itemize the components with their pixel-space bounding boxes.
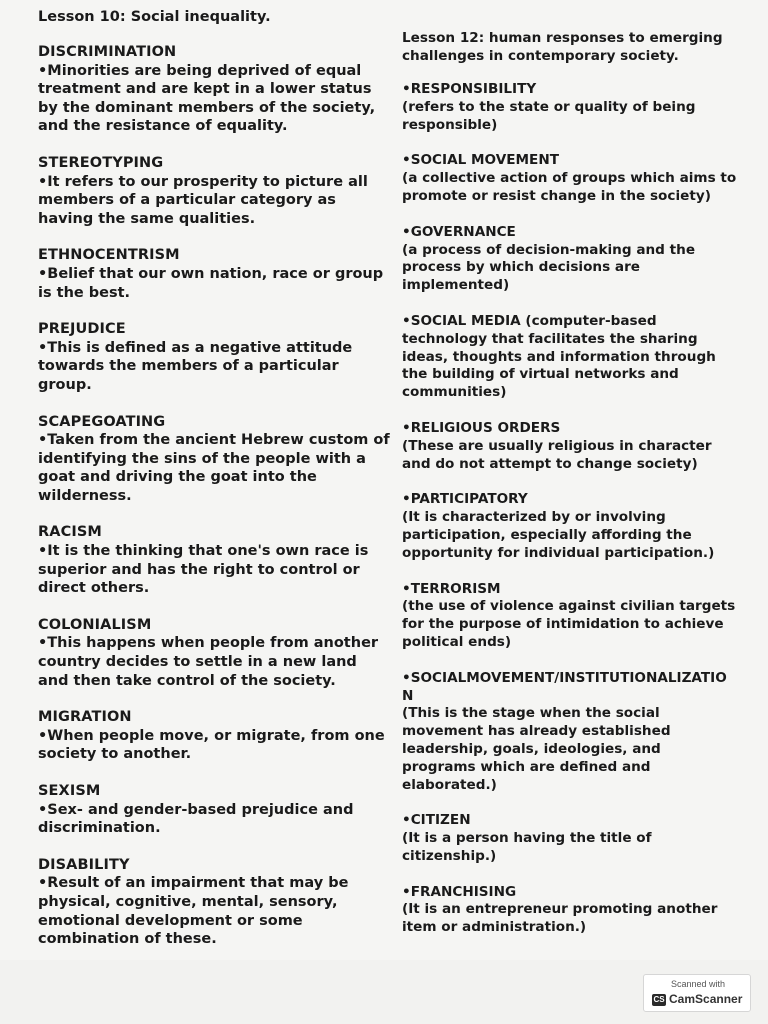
def-migration: •When people move, or migrate, from one society to another. (38, 727, 385, 763)
term-colonialism: COLONIALISM (38, 616, 152, 633)
def-participatory: (It is characterized by or involving participation, especially affording the opportunity for individual participation.) (402, 509, 715, 561)
def-religious-orders: (These are usually religious in character and do not attempt to change society) (402, 437, 712, 472)
term-religious-orders: •RELIGIOUS ORDERS (402, 419, 561, 436)
lesson-12-title: Lesson 12: human responses to emerging challenges in contemporary society. (402, 30, 723, 64)
def-prejudice: •This is defined as a negative attitude towards the members of a particular group. (38, 339, 353, 393)
def-social-media: •SOCIAL MEDIA (computer-based technology that facilitates the sharing ideas, thoughts and information through the building of virtual networks and communities) (402, 312, 716, 401)
def-responsibility: (refers to the state or quality of being responsible) (402, 98, 696, 133)
def-social-movement: (a collective action of groups which aims to promote or resist change in the society) (402, 170, 737, 204)
def-disability: •Result of an impairment that may be physical, cognitive, mental, sensory, emotional development or some combination of these. (38, 875, 349, 948)
term-stereotyping: STEREOTYPING (38, 154, 164, 171)
term-social-movement: •SOCIAL MOVEMENT (402, 152, 559, 169)
def-scapegoating: •Taken from the ancient Hebrew custom of identifying the sins of the people with a goat and driving the goat into the wilderness. (38, 432, 390, 504)
def-stereotyping: •It refers to our prosperity to picture all members of a particular category as having the same qualities. (38, 173, 368, 227)
lesson-12-column (402, 30, 738, 937)
def-discrimination: •Minorities are being deprived of equal treatment and are kept in a lower status by the dominant members of the society, and the resistance of equality. (38, 62, 376, 135)
camscanner-watermark (643, 974, 751, 1012)
term-sexism: SEXISM (38, 783, 101, 799)
term-discrimination: DISCRIMINATION (38, 44, 177, 60)
def-institutionalization: (This is the stage when the social movement has already established leadership, goals, ideologies, and programs which are defined and elaborated.) (402, 705, 671, 793)
term-disability: DISABILITY (38, 856, 130, 873)
term-participatory: •PARTICIPATORY (402, 491, 528, 508)
term-governance: •GOVERNANCE (402, 223, 516, 240)
term-migration: MIGRATION (38, 709, 132, 726)
def-sexism: •Sex- and gender-based prejudice and discrimination. (38, 801, 354, 837)
term-franchising: •FRANCHISING (402, 883, 517, 900)
def-colonialism: •This happens when people from another country decides to settle in a new land and then take control of the society. (38, 635, 379, 689)
def-ethnocentrism: •Belief that our own nation, race or group is the best. (38, 265, 384, 301)
def-governance: (a process of decision-making and the process by which decisions are implemented) (402, 241, 696, 294)
term-institutionalization: •SOCIALMOVEMENT/INSTITUTIONALIZATIO N (402, 669, 727, 704)
term-ethnocentrism: ETHNOCENTRISM (38, 247, 180, 264)
def-citizen: (It is a person having the title of citizenship.) (402, 830, 652, 864)
lesson-10-title: Lesson 10: Social inequality. (38, 9, 271, 25)
term-scapegoating: SCAPEGOATING (38, 413, 166, 430)
watermark-caption: Scanned with (670, 979, 726, 989)
term-responsibility: •RESPONSIBILITY (402, 81, 537, 97)
term-terrorism: •TERRORISM (402, 580, 501, 597)
term-racism: RACISM (38, 524, 102, 541)
watermark-brand-name: CamScanner (669, 992, 743, 1006)
term-citizen: •CITIZEN (402, 812, 471, 829)
lesson-10-column (38, 8, 390, 949)
def-franchising: (It is an entrepreneur promoting another item or administration.) (402, 901, 718, 936)
def-terrorism: (the use of violence against civilian targets for the purpose of intimidation to achieve political ends) (402, 598, 736, 650)
def-racism: •It is the thinking that one's own race is superior and has the right to control or direct others. (38, 543, 369, 597)
camscanner-logo-icon: CS (653, 995, 665, 1004)
term-prejudice: PREJUDICE (38, 321, 126, 338)
